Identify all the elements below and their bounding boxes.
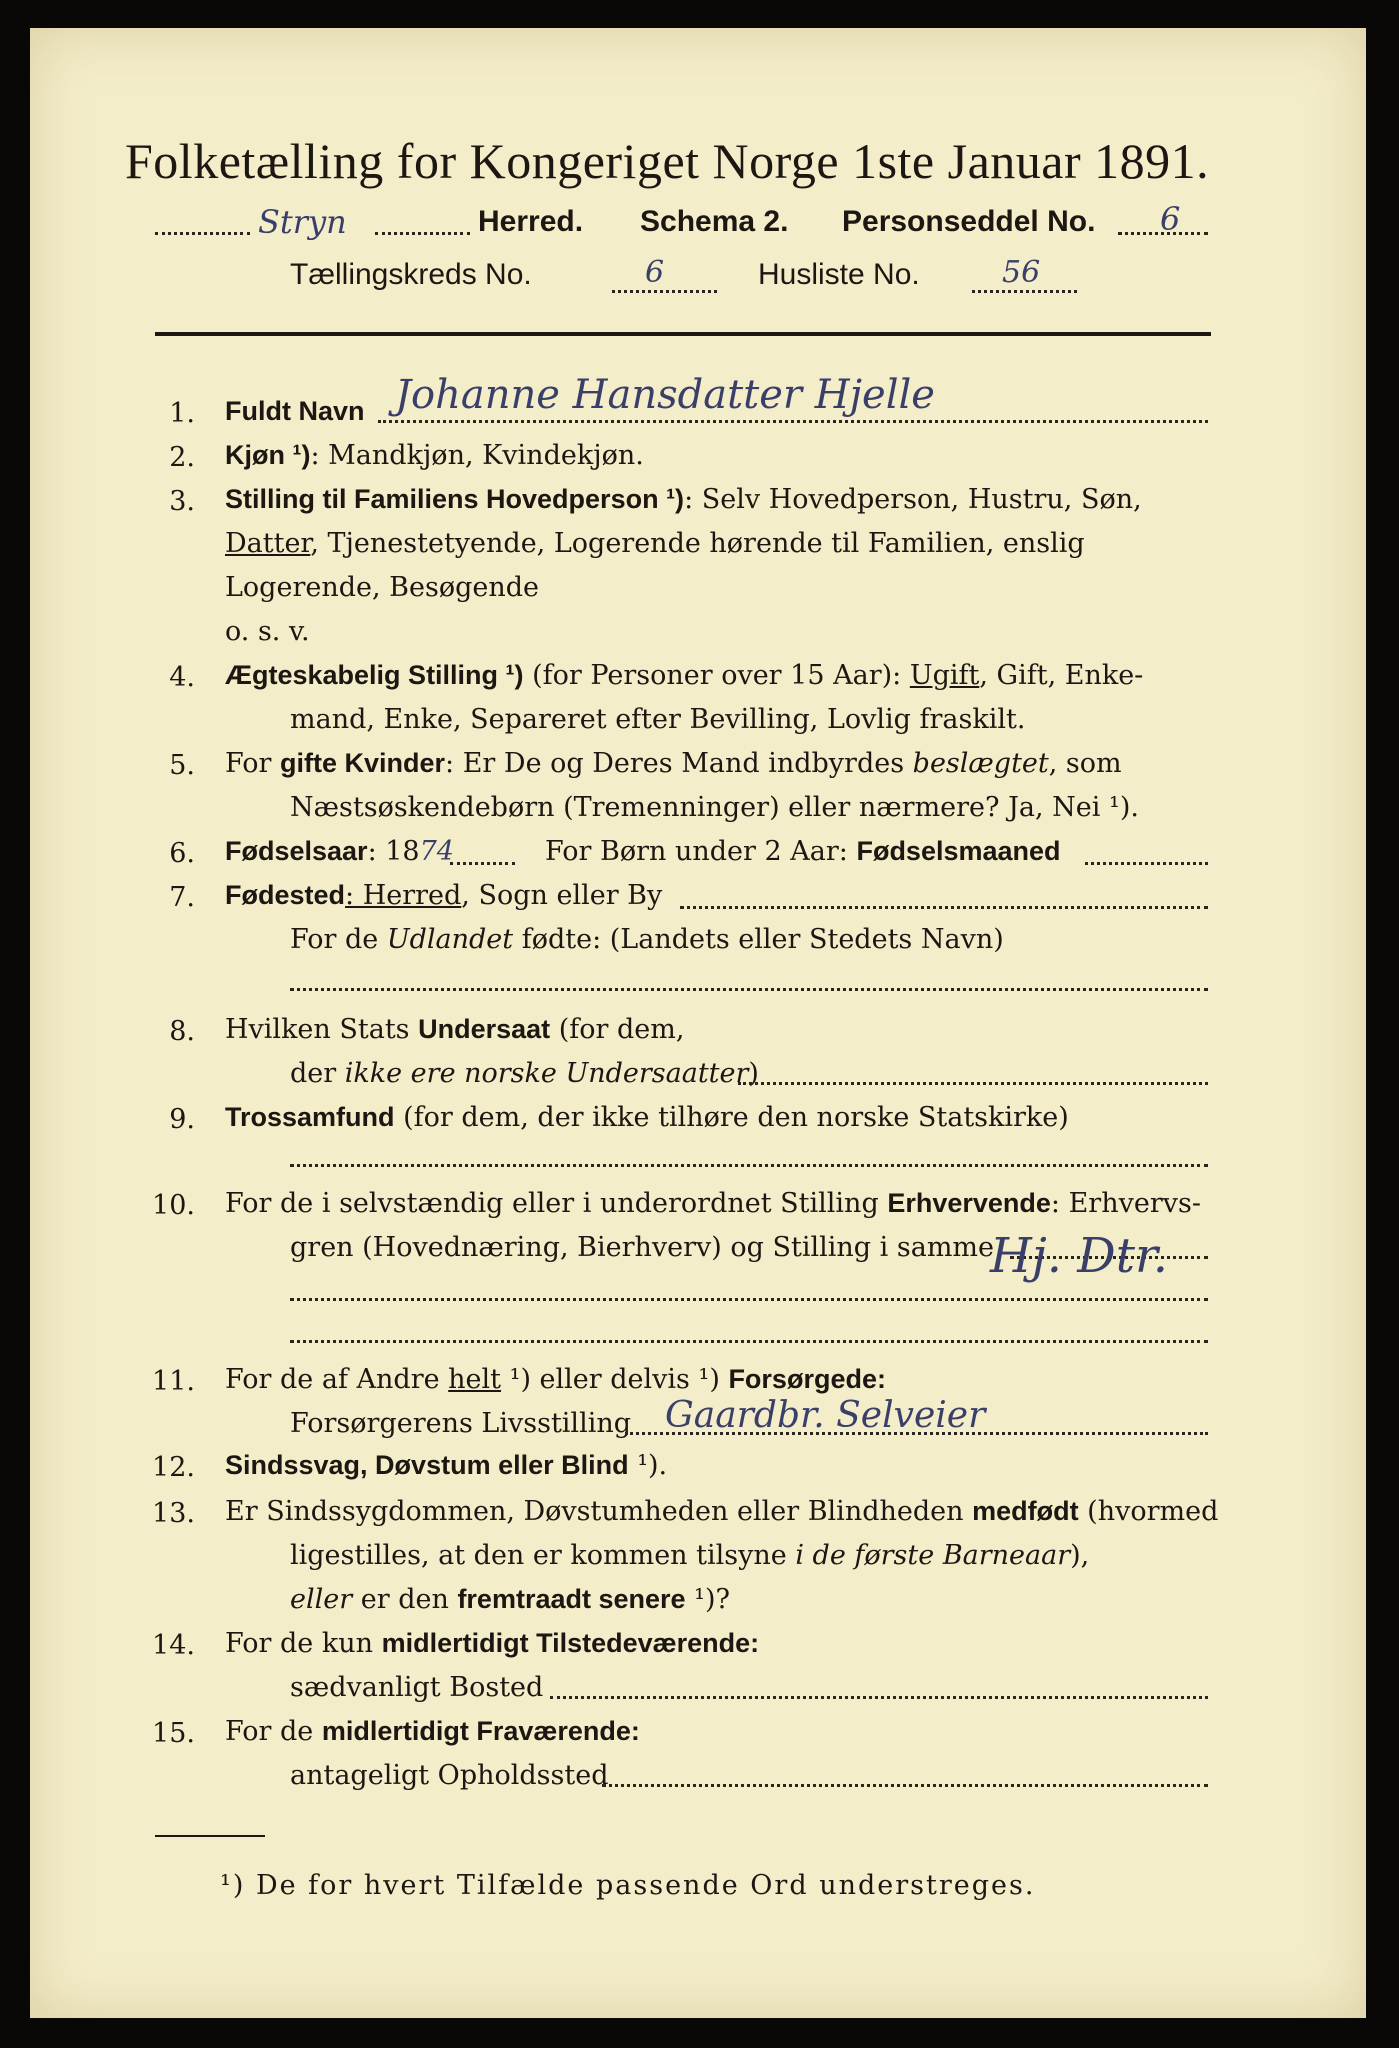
husliste-handwritten: 56	[1002, 255, 1041, 290]
dotted-line	[972, 290, 1077, 293]
item-number: 14.	[152, 1630, 195, 1661]
item-label: Ægteskabelig Stilling ¹)	[225, 660, 524, 690]
item-label: Trossamfund	[225, 1102, 395, 1132]
item-text	[225, 484, 1142, 515]
item-options: : Selv Hovedperson, Hustru, Søn,	[684, 484, 1142, 515]
personseddel-label: Personseddel No.	[842, 205, 1096, 238]
form-title: Folketælling for Kongeriget Norge 1ste Januar 1891.	[125, 133, 1210, 189]
item-label: midlertidigt Fraværende:	[321, 1716, 640, 1746]
item-label: Fødested	[225, 880, 346, 910]
footnote-rule	[155, 1835, 265, 1837]
dotted-line	[550, 1696, 1208, 1699]
item-number: 11.	[152, 1366, 195, 1397]
herred-label: Herred.	[478, 205, 584, 238]
dotted-line	[290, 1164, 1208, 1167]
item-number: 12.	[152, 1452, 195, 1483]
item-options-continued: Forsørgerens Livsstilling	[290, 1408, 632, 1439]
item-text: For de midlertidigt Fraværende:	[225, 1716, 640, 1747]
underlined-option: : Herred	[345, 880, 462, 911]
item-number: 7.	[169, 882, 195, 913]
item-options-continued: Logerende, Besøgende	[225, 572, 539, 603]
item-text: For de i selvstændig eller i underordnet Stilling Erhvervende: Erhvervs-	[225, 1188, 1201, 1219]
full-name-handwritten: Johanne Hansdatter Hjelle	[395, 372, 935, 418]
header-rule	[155, 332, 1211, 336]
item-label: medfødt	[972, 1496, 1079, 1526]
item-text: For de kun midlertidigt Tilstedeværende:	[225, 1628, 760, 1659]
item-options: : Mandkjøn, Kvindekjøn.	[310, 440, 644, 471]
personseddel-handwritten: 6	[1160, 200, 1181, 238]
dotted-line	[450, 862, 515, 865]
item-number: 3.	[169, 486, 195, 517]
underlined-option: helt	[448, 1364, 502, 1395]
dotted-line	[290, 988, 1208, 991]
dotted-line	[290, 1298, 1208, 1301]
item-text: Trossamfund (for dem, der ikke tilhøre den norske Statskirke)	[225, 1102, 1069, 1133]
item-text: Fødselsaar: 1874	[225, 836, 454, 867]
item-label: midlertidigt Tilstedeværende:	[381, 1628, 760, 1658]
item-text: Ægteskabelig Stilling ¹) (for Personer over 15 Aar): Ugift, Gift, Enke-	[225, 660, 1144, 691]
item-number: 15.	[152, 1718, 195, 1749]
item-text	[225, 440, 644, 471]
underlined-option: Datter	[225, 528, 311, 559]
dotted-line	[738, 1082, 1208, 1085]
taellingskreds-label: Tællingskreds No.	[290, 258, 532, 291]
item-options-continued: antageligt Opholdssted	[290, 1760, 609, 1791]
item-label: Fødselsaar	[225, 836, 368, 866]
item-number: 13.	[152, 1498, 195, 1529]
item-options-continued: For de Udlandet fødte: (Landets eller Stedets Navn)	[290, 924, 1004, 955]
item-text: Sindssvag, Døvstum eller Blind ¹).	[225, 1450, 668, 1481]
item-label: Forsørgede:	[728, 1364, 886, 1394]
item-number: 2.	[169, 442, 195, 473]
item-label: Kjøn ¹)	[225, 440, 311, 470]
item-label: Stilling til Familiens Hovedperson ¹)	[225, 484, 685, 514]
item-options-continued: gren (Hovednæring, Bierhverv) og Stilling i samme	[290, 1232, 995, 1263]
occupation-handwritten: Hj. Dtr.	[990, 1228, 1168, 1284]
dotted-line	[602, 1784, 1208, 1787]
item-number: 4.	[169, 662, 195, 693]
item-options-continued: sædvanligt Bosted	[290, 1672, 544, 1703]
item-number: 1.	[169, 398, 195, 429]
taellingskreds-handwritten: 6	[645, 255, 665, 290]
item-text: Hvilken Stats Undersaat (for dem,	[225, 1014, 685, 1045]
item-options-continued: der ikke ere norske Undersaatter)	[290, 1058, 759, 1089]
dotted-line	[378, 420, 1208, 423]
footnote: ¹) De for hvert Tilfælde passende Ord understreges.	[220, 1870, 1036, 1901]
item-text: Fødested: Herred, Sogn eller By	[225, 880, 663, 911]
item-label: Erhvervende	[887, 1188, 1051, 1218]
item-text: For Børn under 2 Aar: Fødselsmaaned	[545, 836, 1061, 867]
item-number: 10.	[152, 1190, 195, 1221]
birth-year-handwritten: 74	[419, 836, 454, 867]
item-label: Undersaat	[418, 1014, 551, 1044]
item-options-continued: Datter, Tjenestetyende, Logerende hørende til Familien, enslig	[225, 528, 1085, 559]
dotted-line	[290, 1340, 1208, 1343]
item-text: Er Sindssygdommen, Døvstumheden eller Blindheden medfødt (hvormed	[225, 1496, 1219, 1527]
item-number: 5.	[169, 750, 195, 781]
husliste-label: Husliste No.	[758, 258, 920, 291]
dotted-line	[375, 232, 470, 235]
herred-handwritten: Stryn	[258, 203, 347, 241]
item-number: 6.	[169, 838, 195, 869]
item-text: For gifte Kvinder: Er De og Deres Mand indbyrdes beslægtet, som	[225, 748, 1122, 779]
item-number: 9.	[169, 1104, 195, 1135]
underlined-option: Ugift	[909, 660, 980, 691]
schema-label: Schema 2.	[640, 205, 789, 238]
dotted-line	[155, 232, 250, 235]
item-options-continued: eller er den fremtraadt senere ¹)?	[290, 1584, 730, 1615]
dotted-line	[680, 906, 1208, 909]
item-text: For de af Andre helt ¹) eller delvis ¹) Forsørgede:	[225, 1364, 886, 1395]
item-options-continued: o. s. v.	[225, 616, 310, 647]
dotted-line	[612, 290, 717, 293]
item-label: gifte Kvinder	[280, 748, 446, 778]
item-options-continued: mand, Enke, Separeret efter Bevilling, Lovlig fraskilt.	[290, 704, 1026, 735]
provider-handwritten: Gaardbr. Selveier	[665, 1395, 986, 1436]
item-label: Fuldt Navn	[225, 396, 365, 426]
item-options-continued: Næstsøskendebørn (Tremenninger) eller nærmere? Ja, Nei ¹).	[290, 792, 1139, 823]
item-label: Sindssvag, Døvstum eller Blind	[225, 1450, 629, 1480]
item-options-continued: ligestilles, at den er kommen tilsyne i de første Barneaar),	[290, 1540, 1090, 1571]
item-number: 8.	[169, 1016, 195, 1047]
dotted-line	[1085, 862, 1208, 865]
